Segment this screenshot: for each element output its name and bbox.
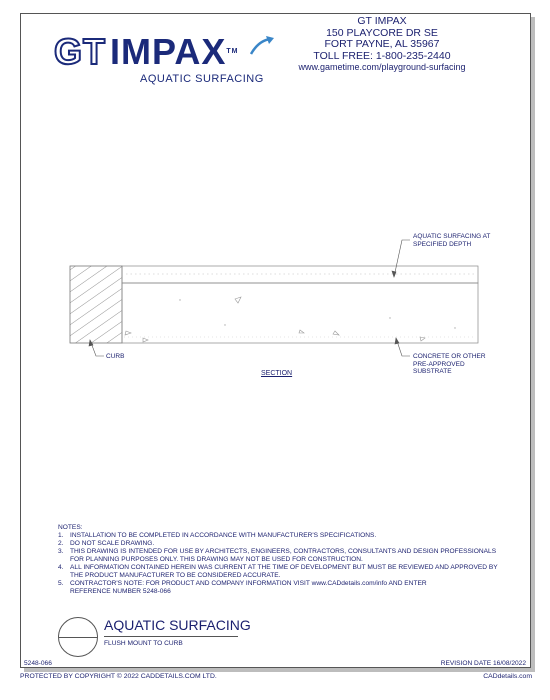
note-item (58, 580, 498, 588)
note-text: DO NOT SCALE DRAWING. (70, 540, 155, 547)
label-concrete-line-3: SUBSTRATE (413, 368, 452, 375)
logo-subtitle: AQUATIC SURFACING (140, 73, 264, 85)
company-name: GT IMPAX (357, 15, 407, 27)
note-continuation: THE PRODUCT MANUFACTURER TO BE CONSIDERED ACCURATE. (70, 572, 281, 579)
title-divider (104, 636, 238, 637)
company-address-line-1: 150 PLAYCORE DR SE (326, 26, 438, 39)
label-concrete-line-2: PRE-APPROVED (413, 360, 465, 368)
note-text: ALL INFORMATION CONTAINED HEREIN WAS CURRENT AT THE TIME OF DEVELOPMENT BUT MUST BE REVIEWED AND APPROVED BY (70, 564, 498, 571)
notes-heading: NOTES: (58, 524, 83, 531)
label-concrete-line-1: CONCRETE OR OTHER (413, 353, 486, 360)
reference-number: 5248-066 (24, 660, 52, 667)
note-text: CONTRACTOR'S NOTE: FOR PRODUCT AND COMPANY INFORMATION VISIT www.CADdetails.com/info AND ENTER (70, 580, 427, 587)
company-website[interactable]: www.gametime.com/playground-surfacing (298, 62, 466, 72)
label-aquatic-surfacing-line-2: SPECIFIED DEPTH (413, 240, 472, 248)
label-concrete (413, 353, 486, 376)
section-label: SECTION (261, 370, 293, 377)
logo-trademark: TM (226, 48, 239, 55)
note-item (58, 532, 498, 540)
note-item (58, 540, 498, 548)
company-address-line-2: FORT PAYNE, AL 35967 (324, 38, 440, 50)
label-aquatic-surfacing (413, 233, 490, 248)
label-curb: CURB (106, 353, 125, 360)
logo-gt: GT (54, 31, 106, 72)
curb-hatch (70, 266, 122, 343)
note-continuation: FOR PLANNING PURPOSES ONLY. THIS DRAWING MAY NOT BE USED FOR CONSTRUCTION. (70, 556, 363, 563)
note-number: 5. (58, 580, 64, 587)
company-phone: TOLL FREE: 1-800-235-2440 (313, 49, 451, 62)
caddetails-link[interactable]: CADdetails.com (483, 673, 532, 680)
copyright-notice: PROTECTED BY COPYRIGHT © 2022 CADDETAILS.COM LTD. (20, 673, 217, 680)
concrete-substrate (122, 283, 478, 343)
title-block-circle (58, 617, 98, 657)
revision-date: REVISION DATE 16/08/2022 (440, 660, 526, 667)
note-item (58, 564, 498, 572)
note-text: INSTALLATION TO BE COMPLETED IN ACCORDANCE WITH MANUFACTURER'S SPECIFICATIONS. (70, 532, 377, 539)
drawing-title: AQUATIC SURFACING (104, 617, 251, 633)
note-item (58, 548, 498, 556)
note-number: 3. (58, 548, 64, 555)
notes-block (58, 524, 498, 596)
logo-impax: IMPAX (110, 31, 227, 72)
note-number: 2. (58, 540, 64, 547)
note-number: 4. (58, 564, 64, 571)
drawing-subtitle: FLUSH MOUNT TO CURB (104, 640, 183, 647)
note-continuation: REFERENCE NUMBER 5248-066 (70, 588, 171, 595)
note-text: THIS DRAWING IS INTENDED FOR USE BY ARCHITECTS, ENGINEERS, CONTRACTORS, CONSULTANTS AND DESIGN PROFESSIONALS (70, 548, 497, 555)
surfacing-layer (122, 266, 478, 283)
note-number: 1. (58, 532, 64, 539)
leader-lines (89, 240, 410, 356)
label-aquatic-surfacing-line-1: AQUATIC SURFACING AT (413, 233, 491, 240)
